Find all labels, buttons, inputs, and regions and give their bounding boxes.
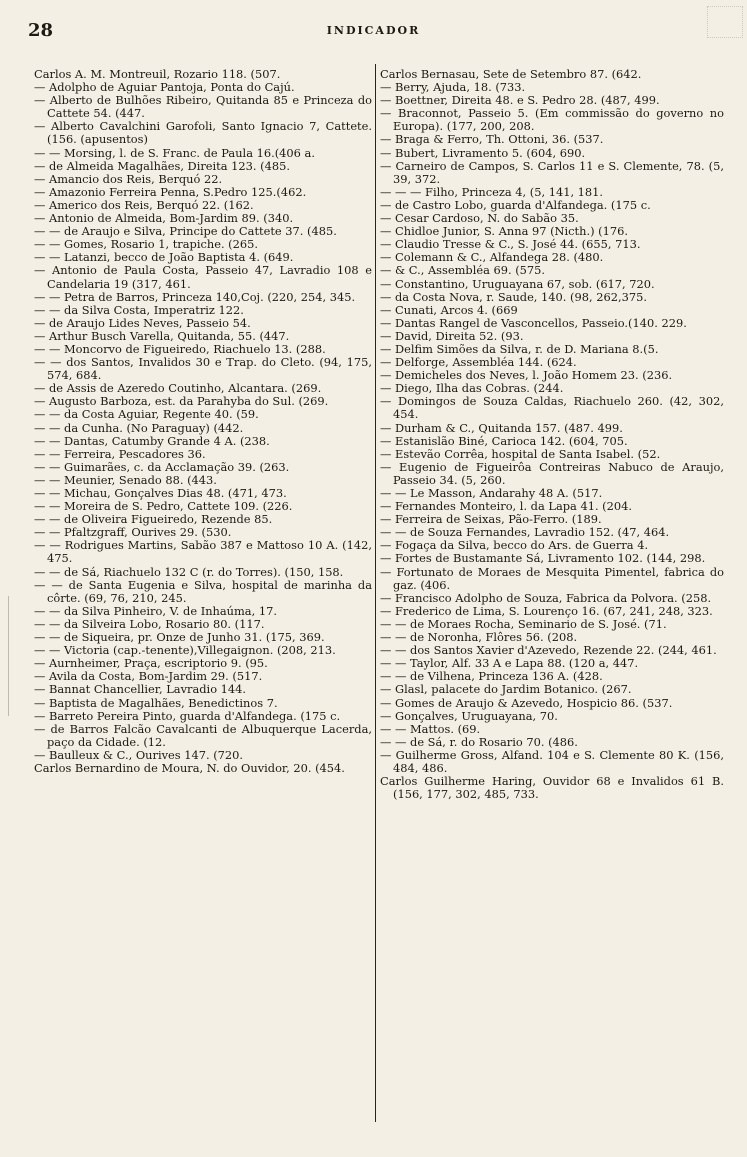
directory-entry: — — de Sá, r. do Rosario 70. (486. (380, 734, 578, 749)
directory-entry: — Carneiro de Campos, S. Carlos 11 e S. Clemente, 78. (5, 39, 372. (380, 158, 724, 186)
directory-entry: — — dos Santos Xavier d'Azevedo, Rezende 22. (244, 461. (380, 643, 717, 658)
directory-entry: — Diego, Ilha das Cobras. (244. (380, 381, 564, 396)
directory-entry: — — dos Santos, Invalidos 30 e Trap. do Cleto. (94, 175, 574, 684. (34, 355, 372, 383)
binding-mark (8, 596, 17, 716)
directory-entry: — Arthur Busch Varella, Quitanda, 55. (447. (34, 328, 290, 343)
directory-entry: — Barreto Pereira Pinto, guarda d'Alfandega. (175 c. (34, 708, 341, 723)
directory-entry: — Boettner, Direita 48. e S. Pedro 28. (487, 499. (380, 93, 660, 108)
directory-entry: — — de Souza Fernandes, Lavradio 152. (47, 464. (380, 525, 670, 540)
directory-entry: — — Victoria (cap.-tenente),Villegaignon. (208, 213. (34, 643, 336, 658)
directory-entry: Carlos Bernasau, Sete de Setembro 87. (642. (380, 67, 642, 81)
directory-entry: — Amancio dos Reis, Berquó 22. (34, 171, 223, 186)
directory-entry: — Avila da Costa, Bom-Jardim 29. (517. (34, 669, 263, 684)
directory-entry: — Bubert, Livramento 5. (604, 690. (380, 145, 586, 160)
directory-entry: — Berry, Ajuda, 18. (733. (380, 80, 526, 95)
directory-entry: — — Taylor, Alf. 33 A e Lapa 88. (120 a, 447. (380, 656, 639, 671)
directory-entry: — de Barros Falcão Cavalcanti de Albuquerque Lacerda, paço da Cidade. (12. (34, 721, 372, 749)
directory-entry: — & C., Assembléa 69. (575. (380, 263, 546, 278)
directory-entry: — Claudio Tresse & C., S. José 44. (655, 713. (380, 237, 641, 252)
directory-entry: — Constantino, Uruguayana 67, sob. (617, 720. (380, 276, 655, 291)
directory-entry: — — de Noronha, Flôres 56. (208. (380, 630, 578, 645)
directory-entry: — — Rodrigues Martins, Sabão 387 e Mattoso 10 A. (142, 475. (34, 538, 372, 566)
running-title: INDICADOR (326, 24, 421, 37)
directory-entry: — de Araujo Lides Neves, Passeio 54. (34, 315, 251, 330)
directory-entry: — — da Costa Aguiar, Regente 40. (59. (34, 407, 259, 422)
directory-entry: — Fortes de Bustamante Sá, Livramento 102. (144, 298. (380, 551, 706, 566)
directory-entry: — Estevão Corrêa, hospital de Santa Isabel. (52. (380, 446, 661, 461)
directory-entry: — — Meunier, Senado 88. (443. (34, 472, 217, 487)
directory-entry: — Alberto Cavalchini Garofoli, Santo Ignacio 7, Cattete. (156. (apusentos) (34, 119, 372, 147)
directory-entry: — Francisco Adolpho de Souza, Fabrica da Polvora. (258. (380, 590, 712, 605)
directory-entry: Carlos Bernardino de Moura, N. do Ouvidor, 20. (454. (34, 760, 345, 775)
directory-entry: — — Ferreira, Pescadores 36. (34, 446, 206, 461)
directory-entry: — — Dantas, Catumby Grande 4 A. (238. (34, 433, 270, 448)
directory-entry: — — de Oliveira Figueiredo, Rezende 85. (34, 512, 273, 527)
directory-entry: — Ferreira de Seixas, Pão-Ferro. (189. (380, 512, 602, 527)
directory-entry: — — Mattos. (69. (380, 721, 481, 736)
directory-entry: — — Moncorvo de Figueiredo, Riachuelo 13. (288. (34, 341, 326, 356)
directory-entry: Carlos Guilherme Haring, Ouvidor 68 e Invalidos 61 B. (156, 177, 302, 485, 733. (380, 774, 724, 802)
directory-entry: — Fortunato de Moraes de Mesquita Pimentel, fabrica do gaz. (406. (380, 564, 724, 592)
directory-entry: — de Almeida Magalhães, Direita 123. (485. (34, 158, 290, 173)
directory-entry: — Chidloe Junior, S. Anna 97 (Nicth.) (176. (380, 224, 628, 239)
directory-entry: — — de Vilhena, Princeza 136 A. (428. (380, 669, 603, 684)
directory-entry: — Delfim Simões da Silva, r. de D. Mariana 8.(5. (380, 341, 659, 356)
directory-entry: — Frederico de Lima, S. Lourenço 16. (67, 241, 248, 323. (380, 603, 713, 618)
directory-entry: — Estanislão Biné, Carioca 142. (604, 705. (380, 433, 628, 448)
right-column (380, 68, 724, 801)
directory-entry: — da Costa Nova, r. Saude, 140. (98, 262,375. (380, 289, 647, 304)
directory-entry: — — de Sá, Riachuelo 132 C (r. do Torres). (150, 158. (34, 564, 344, 579)
directory-entry: — Baptista de Magalhães, Benedictinos 7. (34, 695, 278, 710)
directory-entry: — — Le Masson, Andarahy 48 A. (517. (380, 486, 603, 500)
directory-entry: — Glasl, palacete do Jardim Botanico. (267. (380, 682, 632, 697)
directory-entry: — Braconnot, Passeio 5. (Em commissão do governo no Europa). (177, 200, 208. (380, 106, 724, 134)
directory-entry: — — da Cunha. (No Paraguay) (442. (34, 420, 244, 435)
directory-entry: — Antonio de Almeida, Bom-Jardim 89. (340. (34, 211, 294, 226)
directory-entry: — — Moreira de S. Pedro, Cattete 109. (226. (34, 499, 293, 514)
directory-entry: — Gomes de Araujo & Azevedo, Hospicio 86. (537. (380, 695, 673, 710)
directory-entry: — Durham & C., Quitanda 157. (487. 499. (380, 420, 623, 435)
directory-entry: — Eugenio de Figueirôa Contreiras Nabuco de Araujo, Passeio 34. (5, 260. (380, 459, 724, 487)
directory-entry: — Baulleux & C., Ourives 147. (720. (34, 747, 244, 762)
directory-entry: — Bannat Chancellier, Lavradio 144. (34, 682, 247, 697)
page-number: 28 (28, 20, 54, 41)
directory-entry: — Dantas Rangel de Vasconcellos, Passeio.(140. 229. (380, 315, 687, 330)
directory-entry: — — Gomes, Rosario 1, trapiche. (265. (34, 237, 258, 252)
directory-entry: — — Latanzi, becco de João Baptista 4. (649. (34, 250, 294, 265)
directory-entry: — — de Santa Eugenia e Silva, hospital de marinha da côrte. (69, 76, 210, 245. (34, 577, 372, 605)
directory-entry: — — Morsing, l. de S. Franc. de Paula 16.(406 a. (34, 145, 315, 160)
directory-entry: — Domingos de Souza Caldas, Riachuelo 260. (42, 302, 454. (380, 394, 724, 422)
directory-entry: — Fogaça da Silva, becco do Ars. de Guerra 4. (380, 538, 649, 553)
directory-entry: — Adolpho de Aguiar Pantoja, Ponta do Cajú. (34, 80, 295, 95)
directory-entry: — — da Silveira Lobo, Rosario 80. (117. (34, 616, 265, 631)
directory-entry: — Alberto de Bulhões Ribeiro, Quitanda 85 e Princeza do Cattete 54. (447. (34, 93, 372, 121)
directory-entry: — Delforge, Assembléa 144. (624. (380, 355, 577, 370)
directory-entry: — — Michau, Gonçalves Dias 48. (471, 473. (34, 486, 287, 500)
directory-entry: — Colemann & C., Alfandega 28. (480. (380, 250, 604, 265)
directory-entry: Carlos A. M. Montreuil, Rozario 118. (507. (34, 67, 281, 81)
directory-entry: — — de Araujo e Silva, Principe do Cattete 37. (485. (34, 224, 337, 239)
directory-entry: — Cesar Cardoso, N. do Sabão 35. (380, 211, 579, 226)
directory-entry: — Braga & Ferro, Th. Ottoni, 36. (537. (380, 132, 604, 147)
directory-entry: — Antonio de Paula Costa, Passeio 47, Lavradio 108 e Candelaria 19 (317, 461. (34, 263, 372, 291)
directory-entry: — David, Direita 52. (93. (380, 328, 524, 343)
directory-entry: — Guilherme Gross, Alfand. 104 e S. Clemente 80 K. (156, 484, 486. (380, 747, 724, 775)
directory-entry: — Amazonio Ferreira Penna, S.Pedro 125.(462. (34, 184, 307, 199)
directory-entry: — — Guimarães, c. da Acclamação 39. (263. (34, 459, 290, 474)
directory-entry: — — da Silva Costa, Imperatriz 122. (34, 302, 244, 317)
directory-entry: — de Castro Lobo, guarda d'Alfandega. (175 c. (380, 197, 651, 212)
directory-entry: — — da Silva Pinheiro, V. de Inhaúma, 17. (34, 603, 277, 618)
directory-entry: — Americo dos Reis, Berquó 22. (162. (34, 197, 254, 212)
directory-entry: — Gonçalves, Uruguayana, 70. (380, 708, 558, 723)
directory-entry: — — — Filho, Princeza 4, (5, 141, 181. (380, 184, 604, 199)
directory-entry: — Fernandes Monteiro, l. da Lapa 41. (204. (380, 499, 632, 514)
directory-entry: — Demicheles dos Neves, l. João Homem 23. (236. (380, 368, 673, 383)
directory-entry: — — Pfaltzgraff, Ourives 29. (530. (34, 525, 232, 540)
directory-entry: — Augusto Barboza, est. da Parahyba do Sul. (269. (34, 394, 329, 409)
directory-entry: — Aurnheimer, Praça, escriptorio 9. (95. (34, 656, 268, 671)
directory-entry: — Cunati, Arcos 4. (669 (380, 302, 518, 317)
left-column (34, 68, 372, 775)
directory-entry: — — de Moraes Rocha, Seminario de S. José. (71. (380, 616, 667, 631)
directory-entry: — de Assis de Azeredo Coutinho, Alcantara. (269. (34, 381, 322, 396)
directory-entry: — — Petra de Barros, Princeza 140,Coj. (220, 254, 345. (34, 289, 356, 304)
column-divider (375, 64, 376, 1122)
directory-entry: — — de Siqueira, pr. Onze de Junho 31. (175, 369. (34, 630, 325, 645)
